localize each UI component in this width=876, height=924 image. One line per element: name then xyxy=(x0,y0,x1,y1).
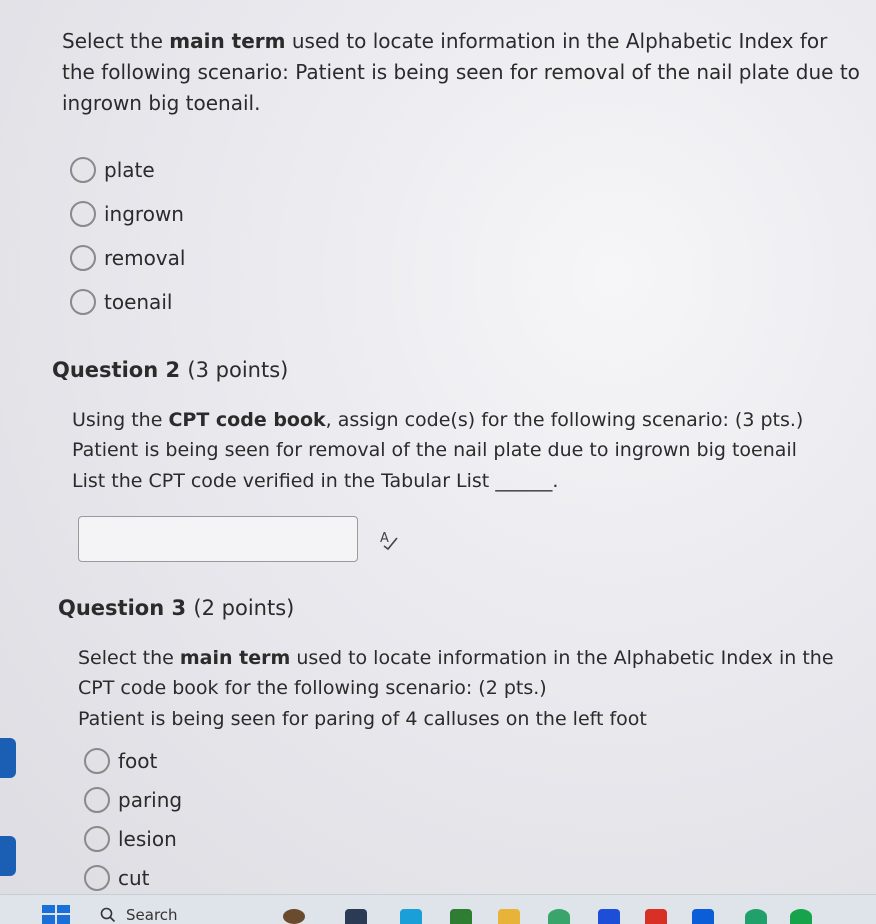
option-ingrown[interactable]: ingrown xyxy=(70,192,185,236)
radio-button[interactable] xyxy=(84,826,110,852)
radio-button[interactable] xyxy=(84,748,110,774)
question-2-heading: Question 2 (3 points) xyxy=(52,358,289,382)
side-panel-tab[interactable] xyxy=(0,836,16,876)
taskbar-app-icon[interactable] xyxy=(345,909,367,924)
radio-button[interactable] xyxy=(84,787,110,813)
mail-icon[interactable] xyxy=(645,909,667,924)
question-1-options xyxy=(70,148,185,324)
taskbar-app-icon[interactable] xyxy=(790,909,812,924)
taskbar-app-icon[interactable] xyxy=(450,909,472,924)
radio-button[interactable] xyxy=(70,201,96,227)
question-3-options xyxy=(84,741,182,897)
option-plate[interactable]: plate xyxy=(70,148,185,192)
spell-check-icon[interactable] xyxy=(378,529,400,551)
question-2-body: Using the CPT code book, assign code(s) for the following scenario: (3 pts.) Patient is being seen for removal of the nail plate due to ingrown big toenail List the CPT code verified in the Tabular List ______. xyxy=(72,409,804,492)
option-paring[interactable]: paring xyxy=(84,780,182,819)
taskbar-search[interactable]: Search xyxy=(100,906,178,924)
radio-button[interactable] xyxy=(70,157,96,183)
taskbar-app-icon[interactable] xyxy=(400,909,422,924)
question-3-body: Select the main term used to locate information in the Alphabetic Index in the CPT code book for the following scenario: (2 pts.) Patient is being seen for paring of 4 calluses on the left foot xyxy=(78,647,834,730)
option-removal[interactable]: removal xyxy=(70,236,185,280)
radio-button[interactable] xyxy=(70,245,96,271)
taskbar-app-icon[interactable] xyxy=(598,909,620,924)
taskbar xyxy=(0,894,876,924)
question-3-heading: Question 3 (2 points) xyxy=(58,596,295,620)
dropbox-icon[interactable] xyxy=(692,909,714,924)
search-icon xyxy=(100,907,116,923)
option-toenail[interactable]: toenail xyxy=(70,280,185,324)
question-1 xyxy=(62,26,862,119)
question-1-text: Select the main term used to locate information in the Alphabetic Index for the following scenario: Patient is being seen for removal of the nail plate due to ingrown big toenail. xyxy=(62,29,860,115)
taskbar-app-icon[interactable] xyxy=(745,909,767,924)
taskbar-app-icon[interactable] xyxy=(548,909,570,924)
radio-button[interactable] xyxy=(84,865,110,891)
cpt-code-input[interactable] xyxy=(78,516,358,562)
option-lesion[interactable]: lesion xyxy=(84,819,182,858)
side-panel-tab[interactable] xyxy=(0,738,16,778)
windows-start-icon[interactable] xyxy=(42,905,70,924)
option-cut[interactable]: cut xyxy=(84,858,182,897)
folder-icon[interactable] xyxy=(498,909,520,924)
taskbar-app-icon[interactable] xyxy=(283,909,305,924)
radio-button[interactable] xyxy=(70,289,96,315)
option-foot[interactable]: foot xyxy=(84,741,182,780)
svg-text:A: A xyxy=(380,531,389,546)
